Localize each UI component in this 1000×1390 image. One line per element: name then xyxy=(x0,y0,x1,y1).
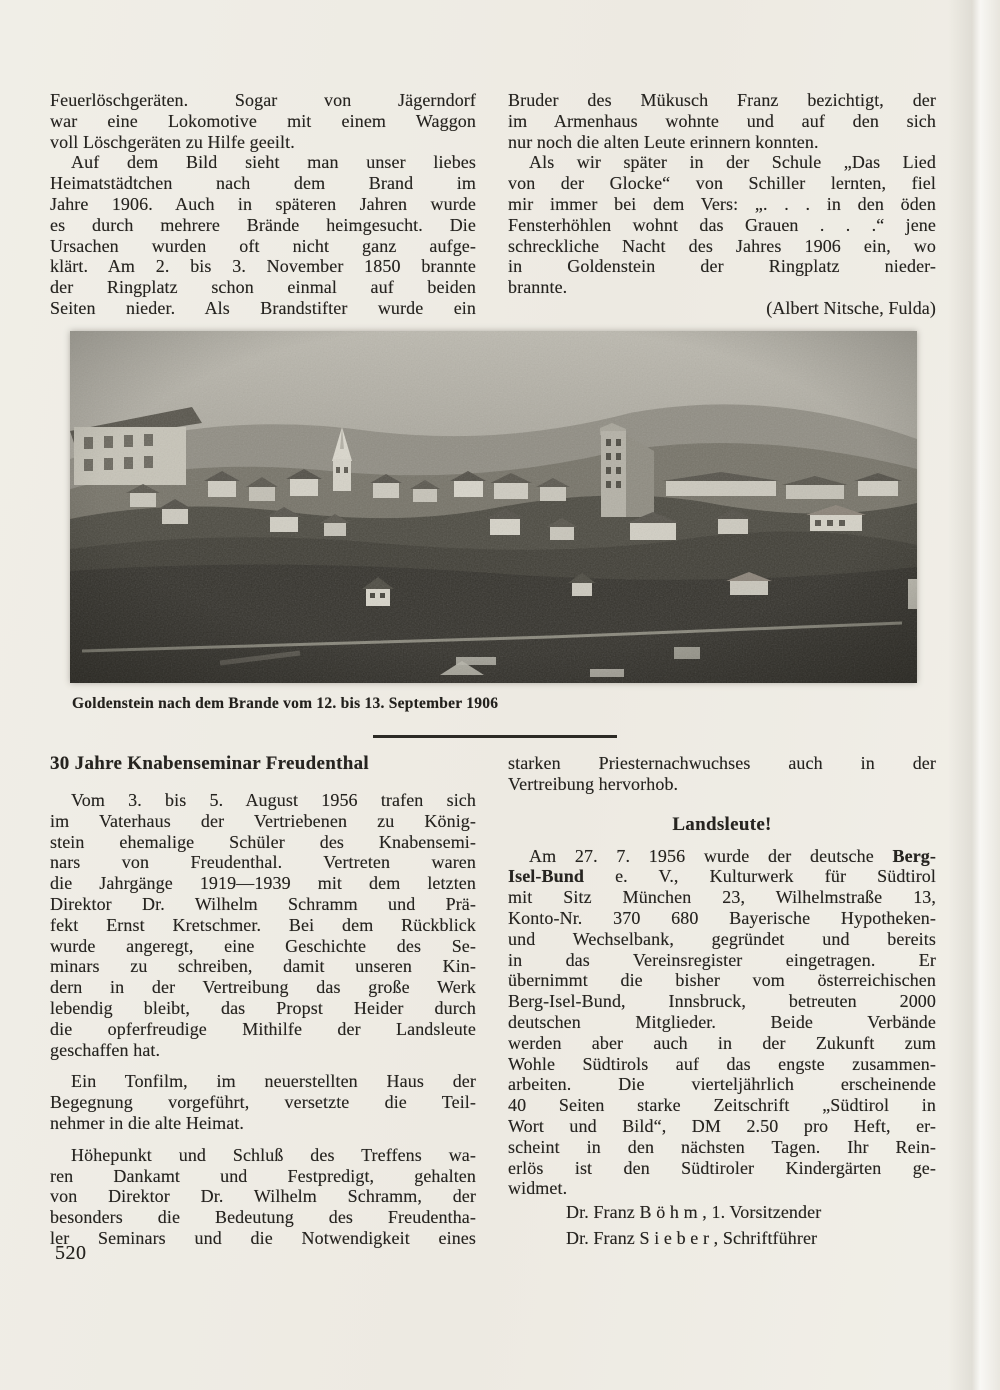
text-line: es durch mehrere Brände heimgesucht. Die xyxy=(50,214,476,235)
text-line: Konto-Nr. 370 680 Bayerische Hypotheken- xyxy=(508,907,936,928)
text-line: Direktor Dr. Wilhelm Schramm und Prä- xyxy=(50,893,476,914)
text-line: Vertreibung hervorhob. xyxy=(508,773,679,794)
signature-block xyxy=(508,1199,936,1251)
photo-figure xyxy=(70,331,917,713)
text-line: ren Dankamt und Festpredigt, gehalten xyxy=(50,1165,476,1186)
text-line: Jahre 1906. Auch in späteren Jahren wurde xyxy=(50,193,476,214)
text-line: Als wir später in der Schule „Das Lied xyxy=(529,152,936,173)
text-line: wurde angeregt, eine Geschichte des Se- xyxy=(50,935,476,956)
text-line: Seiten nieder. Als Brandstifter wurde ein xyxy=(50,297,476,318)
top-article-columns xyxy=(50,90,936,319)
article-heading-knabenseminar: 30 Jahre Knabenseminar Freudenthal xyxy=(50,753,369,774)
text-line: und Wechselbank, gegründet und bereits xyxy=(508,928,936,949)
top-right-column xyxy=(508,90,936,319)
text-line: die Jahrgänge 1919—1939 mit dem letzten xyxy=(50,873,476,894)
page-number: 520 xyxy=(55,1242,87,1264)
text-line: ler Seminars und die Notwendigkeit eines xyxy=(50,1227,476,1248)
text-line: Dr. Franz S i e b e r , Schriftführer xyxy=(566,1228,818,1249)
text-line: der Ringplatz schon einmal auf beiden xyxy=(50,277,476,298)
text-line: übernimmt die bisher vom österreichischen xyxy=(508,970,936,991)
text-line: brannte. xyxy=(508,277,568,298)
text-line: erlös ist den Südtiroler Kindergärten ge- xyxy=(508,1157,936,1178)
text-line: minars zu schreiben, damit unseren Kin- xyxy=(50,956,476,977)
text-line: in das Vereinsregister eingetragen. Er xyxy=(508,949,936,970)
knabenseminar-article-text xyxy=(50,790,476,1249)
top-left-column xyxy=(50,90,476,319)
landsleute-article-text xyxy=(508,846,936,1200)
text-line: von der Glocke“ von Schiller lernten, fiel xyxy=(508,173,936,194)
text-line: dern in der Vertreibung das große Werk xyxy=(50,977,476,998)
text-line: Auf dem Bild sieht man unser liebes xyxy=(71,152,476,173)
text-line: nars von Freudenthal. Vertreten waren xyxy=(50,852,476,873)
text-line: Vom 3. bis 5. August 1956 trafen sich xyxy=(71,790,476,810)
text-line: Isel-Bund e. V., Kulturwerk für Südtirol xyxy=(508,866,936,887)
text-line: geschaffen hat. xyxy=(50,1039,161,1060)
section-divider xyxy=(373,735,617,738)
text-line: starken Priesternachwuchses auch in der xyxy=(508,753,936,773)
text-line: von Direktor Dr. Wilhelm Schramm, der xyxy=(50,1186,476,1207)
text-line: im Armenhaus wohnte und auf den sich xyxy=(508,110,936,131)
text-line: Bruder des Mükusch Franz bezichtigt, der xyxy=(508,90,936,110)
text-line: war eine Lokomotive mit einem Waggon xyxy=(50,110,476,131)
text-line: Höhepunkt und Schluß des Treffens wa- xyxy=(71,1144,476,1165)
text-line: nur noch die alten Leute erinnern konnten. xyxy=(508,131,819,152)
text-line: in Goldenstein der Ringplatz nieder- xyxy=(508,256,936,277)
text-line: lebendig bleibt, das Propst Heider durch xyxy=(50,997,476,1018)
text-line: die opferfreudige Mithilfe der Landsleute xyxy=(50,1018,476,1039)
bottom-article-columns xyxy=(50,753,936,1251)
page-fold-shadow xyxy=(948,0,1000,1390)
text-line: Dr. Franz B ö h m , 1. Vorsitzender xyxy=(566,1202,822,1223)
text-line: arbeiten. Die vierteljährlich erscheinende xyxy=(508,1074,936,1095)
text-line: deutschen Mitglieder. Beide Verbände xyxy=(508,1011,936,1032)
text-line: scheint in den nächsten Tagen. Ihr Rein- xyxy=(508,1136,936,1157)
text-line: Heimatstädtchen nach dem Brand im xyxy=(50,173,476,194)
text-line: fekt Ernst Kretschmer. Bei dem Rückblick xyxy=(50,914,476,935)
text-line: Wohle Südtirols auf das engste zusammen- xyxy=(508,1053,936,1074)
text-line: nehmer in die alte Heimat. xyxy=(50,1112,245,1133)
text-line: 40 Seiten starke Zeitschrift „Südtirol in xyxy=(508,1095,936,1116)
text-line: werden aber auch in der Zukunft zum xyxy=(508,1032,936,1053)
text-line: im Vaterhaus der Vertriebenen zu König- xyxy=(50,810,476,831)
text-line: Feuerlöschgeräten. Sogar von Jägerndorf xyxy=(50,90,476,110)
text-line: (Albert Nitsche, Fulda) xyxy=(766,297,936,318)
knabenseminar-article-continuation xyxy=(508,753,936,795)
article-heading-landsleute: Landsleute! xyxy=(672,813,772,835)
text-line: mir immer bei dem Vers: „. . . in den öden xyxy=(508,193,936,214)
text-line: mit Sitz München 23, Wilhelmstraße 13, xyxy=(508,887,936,908)
text-line: schreckliche Nacht des Jahres 1906 ein, wo xyxy=(508,235,936,256)
text-line: besonders die Bedeutung des Freudentha- xyxy=(50,1207,476,1228)
text-line: Ein Tonfilm, im neuerstellten Haus der xyxy=(71,1071,476,1092)
text-line: Begegnung vorgeführt, versetzte die Teil- xyxy=(50,1092,476,1113)
town-photo xyxy=(70,331,917,683)
text-line: widmet. xyxy=(508,1178,568,1199)
text-line: Berg-Isel-Bund, Innsbruck, betreuten 2000 xyxy=(508,991,936,1012)
text-line: Fensterhöhlen wohnt das Grauen . . .“ jene xyxy=(508,214,936,235)
text-line: klärt. Am 2. bis 3. November 1850 brannte xyxy=(50,256,476,277)
text-line: voll Löschgeräten zu Hilfe geeilt. xyxy=(50,131,295,152)
bottom-right-column xyxy=(508,753,936,1251)
bottom-left-column xyxy=(50,753,476,1251)
photo-caption: Goldenstein nach dem Brande vom 12. bis 13. September 1906 xyxy=(72,695,499,712)
text-line: stein ehemalige Schüler des Knabensemi- xyxy=(50,831,476,852)
text-line: Wort und Bild“, DM 2.50 pro Heft, er- xyxy=(508,1115,936,1136)
text-line: Am 27. 7. 1956 wurde der deutsche Berg- xyxy=(529,845,936,866)
text-line: Ursachen wurden oft nicht ganz aufge- xyxy=(50,235,476,256)
